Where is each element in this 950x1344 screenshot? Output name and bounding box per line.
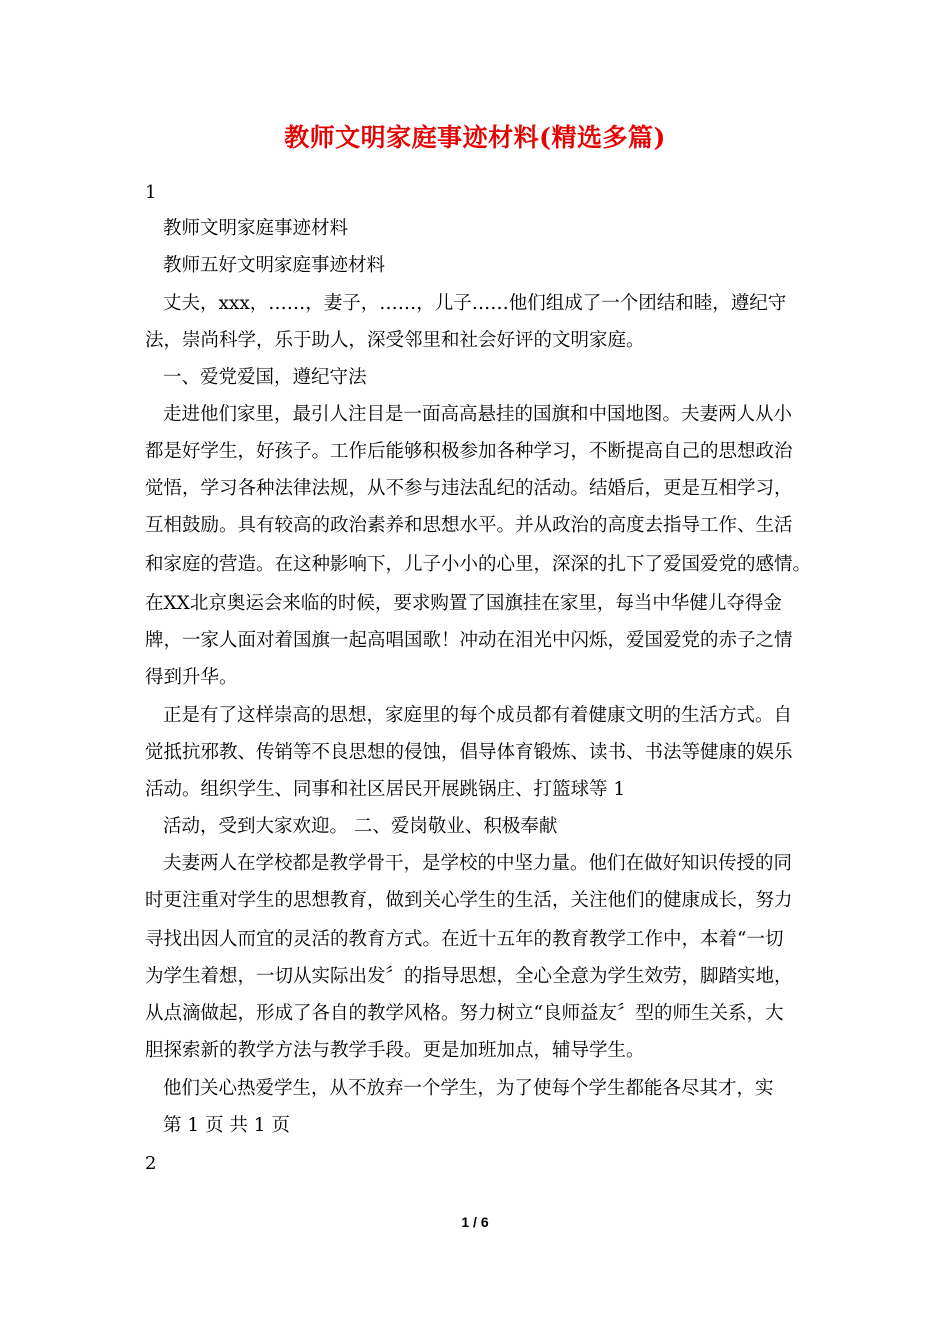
section-marker-1: 1 [145, 182, 157, 203]
text-line: 都是好学生，好孩子。工作后能够积极参加各种学习，不断提高自己的思想政治 [145, 441, 793, 462]
page-count-text: 第 1 页 共 1 页 [163, 1115, 290, 1136]
page-indicator: 1 / 6 [461, 1214, 489, 1230]
text-line: 教师五好文明家庭事迹材料 [163, 255, 386, 276]
text-line: 和家庭的营造。在这种影响下，儿子小小的心里，深深的扎下了爱国爱党的感情。 [145, 554, 812, 575]
text-line: 正是有了这样崇高的思想，家庭里的每个成员都有着健康文明的生活方式。自 [163, 705, 793, 726]
text-line: 牌，一家人面对着国旗一起高唱国歌！冲动在泪光中闪烁，爱国爱党的赤子之情 [145, 630, 793, 651]
text-line: 觉抵抗邪教、传销等不良思想的侵蚀，倡导体育锻炼、读书、书法等健康的娱乐 [145, 742, 793, 763]
document-title: 教师文明家庭事迹材料(精选多篇) [284, 123, 666, 152]
text-line: 寻找出因人而宜的灵活的教育方式。在近十五年的教育教学工作中，本着“一切 [145, 929, 784, 950]
text-line: 丈夫，xxx，……，妻子，……，儿子……他们组成了一个团结和睦，遵纪守 [163, 293, 787, 314]
text-line: 教师文明家庭事迹材料 [163, 218, 349, 239]
text-line: 胆探索新的教学方法与教学手段。更是加班加点，辅导学生。 [145, 1040, 645, 1061]
text-line: 得到升华。 [145, 667, 238, 688]
text-line: 他们关心热爱学生，从不放弃一个学生，为了使每个学生都能各尽其才，实 [163, 1078, 774, 1099]
text-line: 活动。组织学生、同事和社区居民开展跳锅庄、打篮球等 1 [145, 779, 626, 800]
text-line: 夫妻两人在学校都是教学骨干，是学校的中坚力量。他们在做好知识传授的同 [163, 853, 793, 874]
text-line: 为学生着想，一切从实际出发〞的指导思想，全心全意为学生效劳，脚踏实地， [145, 966, 793, 987]
text-line: 活动，受到大家欢迎。 二、爱岗敬业、积极奉献 [163, 816, 558, 837]
text-line: 互相鼓励。具有较高的政治素养和思想水平。并从政治的高度去指导工作、生活 [145, 515, 793, 536]
text-line: 走进他们家里，最引人注目是一面高高悬挂的国旗和中国地图。夫妻两人从小 [163, 404, 793, 425]
section-marker-2: 2 [145, 1153, 157, 1174]
text-line: 从点滴做起，形成了各自的教学风格。努力树立“良师益友〞型的师生关系，大 [145, 1003, 784, 1024]
text-line: 时更注重对学生的思想教育，做到关心学生的生活，关注他们的健康成长，努力 [145, 890, 793, 911]
text-line: 在XX北京奥运会来临的时候，要求购置了国旗挂在家里，每当中华健儿夺得金 [145, 593, 782, 614]
text-line: 法，崇尚科学，乐于助人，深受邻里和社会好评的文明家庭。 [145, 330, 645, 351]
section-heading: 一、爱党爱国，遵纪守法 [163, 367, 367, 388]
text-line: 觉悟，学习各种法律法规，从不参与违法乱纪的活动。结婚后，更是互相学习， [145, 478, 793, 499]
